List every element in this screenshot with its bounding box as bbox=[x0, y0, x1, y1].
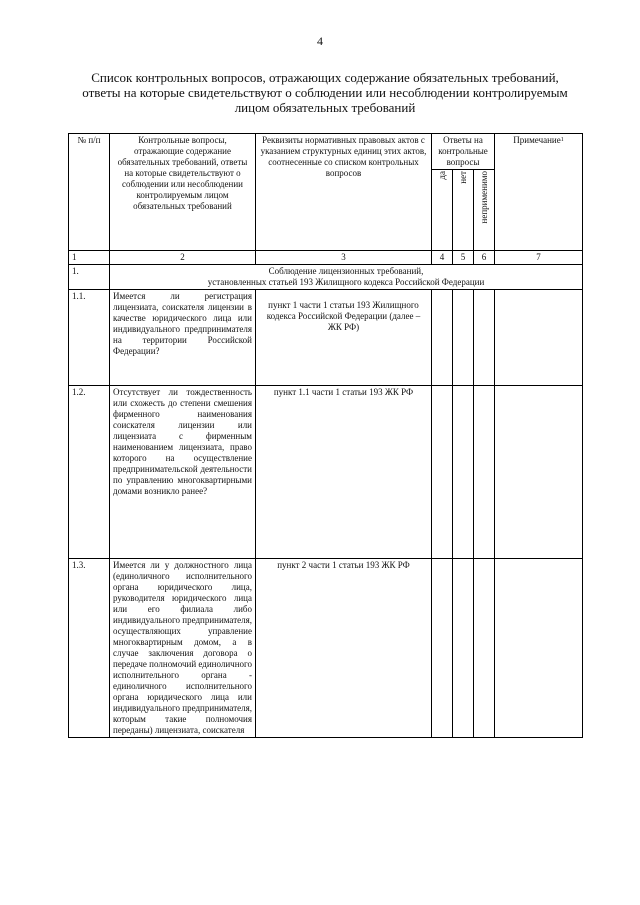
answer-yes-cell[interactable] bbox=[432, 559, 453, 738]
header-answers: Ответы на контрольные вопросы bbox=[432, 134, 495, 170]
column-number: 5 bbox=[453, 251, 474, 265]
row-number: 1.3. bbox=[69, 559, 110, 738]
row-reference: пункт 2 части 1 статьи 193 ЖК РФ bbox=[256, 559, 432, 738]
column-number: 2 bbox=[110, 251, 256, 265]
answer-na-cell[interactable] bbox=[474, 559, 495, 738]
header-question: Контрольные вопросы, отражающие содержание обязательных требований, ответы на которые свидетельствуют о соблюдении или несоблюдении контролируемым лицом обязательных требований bbox=[110, 134, 256, 251]
row-number: 1.1. bbox=[69, 290, 110, 386]
note-cell[interactable] bbox=[495, 290, 583, 386]
header-note bbox=[495, 134, 583, 251]
checklist-table bbox=[68, 133, 583, 738]
answer-yes-cell[interactable] bbox=[432, 290, 453, 386]
column-number: 7 bbox=[495, 251, 583, 265]
table-row bbox=[69, 559, 583, 738]
row-number: 1.2. bbox=[69, 386, 110, 559]
table-row bbox=[69, 290, 583, 386]
row-reference: пункт 1 части 1 статьи 193 Жилищного кодекса Российской Федерации (далее – ЖК РФ) bbox=[256, 290, 432, 386]
answer-no-cell[interactable] bbox=[453, 559, 474, 738]
header-reference: Реквизиты нормативных правовых актов с указанием структурных единиц этих актов, соотнесенные со списком контрольных вопросов bbox=[256, 134, 432, 251]
section-row bbox=[69, 265, 583, 290]
column-number: 3 bbox=[256, 251, 432, 265]
section-number: 1. bbox=[69, 265, 110, 290]
section-title-line-1: Соблюдение лицензионных требований, bbox=[268, 266, 424, 276]
header-no bbox=[453, 170, 474, 251]
title-line-2: ответы на которые свидетельствуют о соблюдении или несоблюдении контролируемым bbox=[82, 85, 568, 100]
page-number: 4 bbox=[317, 34, 323, 48]
answer-no-cell[interactable] bbox=[453, 386, 474, 559]
header-note-footnote: 1 bbox=[560, 137, 564, 143]
note-cell[interactable] bbox=[495, 559, 583, 738]
header-note-label: Примечание bbox=[513, 135, 561, 145]
header-num: № п/п bbox=[69, 134, 110, 251]
header-yes-label: да bbox=[436, 171, 447, 180]
title-line-3: лицом обязательных требований bbox=[234, 100, 416, 115]
column-number-row bbox=[69, 251, 583, 265]
column-number: 6 bbox=[474, 251, 495, 265]
row-question: Имеется ли регистрация лицензиата, соискателя лицензии в качестве юридического лица или индивидуального предпринимателя на территории Российской Федерации? bbox=[110, 290, 256, 386]
row-reference: пункт 1.1 части 1 статьи 193 ЖК РФ bbox=[256, 386, 432, 559]
answer-no-cell[interactable] bbox=[453, 290, 474, 386]
header-row bbox=[69, 134, 583, 170]
title-line-1: Список контрольных вопросов, отражающих содержание обязательных требований, bbox=[91, 70, 559, 85]
document-title bbox=[80, 70, 570, 115]
column-number: 1 bbox=[69, 251, 110, 265]
header-yes bbox=[432, 170, 453, 251]
section-title-line-2: установленных статьей 193 Жилищного кодекса Российской Федерации bbox=[207, 277, 485, 287]
answer-na-cell[interactable] bbox=[474, 386, 495, 559]
column-number: 4 bbox=[432, 251, 453, 265]
header-no-label: нет bbox=[457, 171, 468, 184]
answer-yes-cell[interactable] bbox=[432, 386, 453, 559]
row-question: Имеется ли у должностного лица (единоличного исполнительного органа юридического лица, руководителя юридического лица или его филиала либо индивидуального предпринимателя, осуществляющих управление многоквартирным домом, а в случае заключения договора о передаче полномочий единоличного исполнительного органа - единоличного исполнительного органа юридического лица или индивидуального предпринимателя, которым такие полномочия переданы) лицензиата, соискателя bbox=[110, 559, 256, 738]
header-na-label: неприменимо bbox=[478, 171, 489, 224]
table-row bbox=[69, 386, 583, 559]
note-cell[interactable] bbox=[495, 386, 583, 559]
row-question: Отсутствует ли тождественность или схожесть до степени смешения фирменного наименования соискателя лицензии или лицензиата с фирменным наименованием лицензиата, право которого на осуществление предпринимательской деятельности по управлению многоквартирными домами возникло ранее? bbox=[110, 386, 256, 559]
section-title bbox=[110, 265, 583, 290]
header-na bbox=[474, 170, 495, 251]
answer-na-cell[interactable] bbox=[474, 290, 495, 386]
